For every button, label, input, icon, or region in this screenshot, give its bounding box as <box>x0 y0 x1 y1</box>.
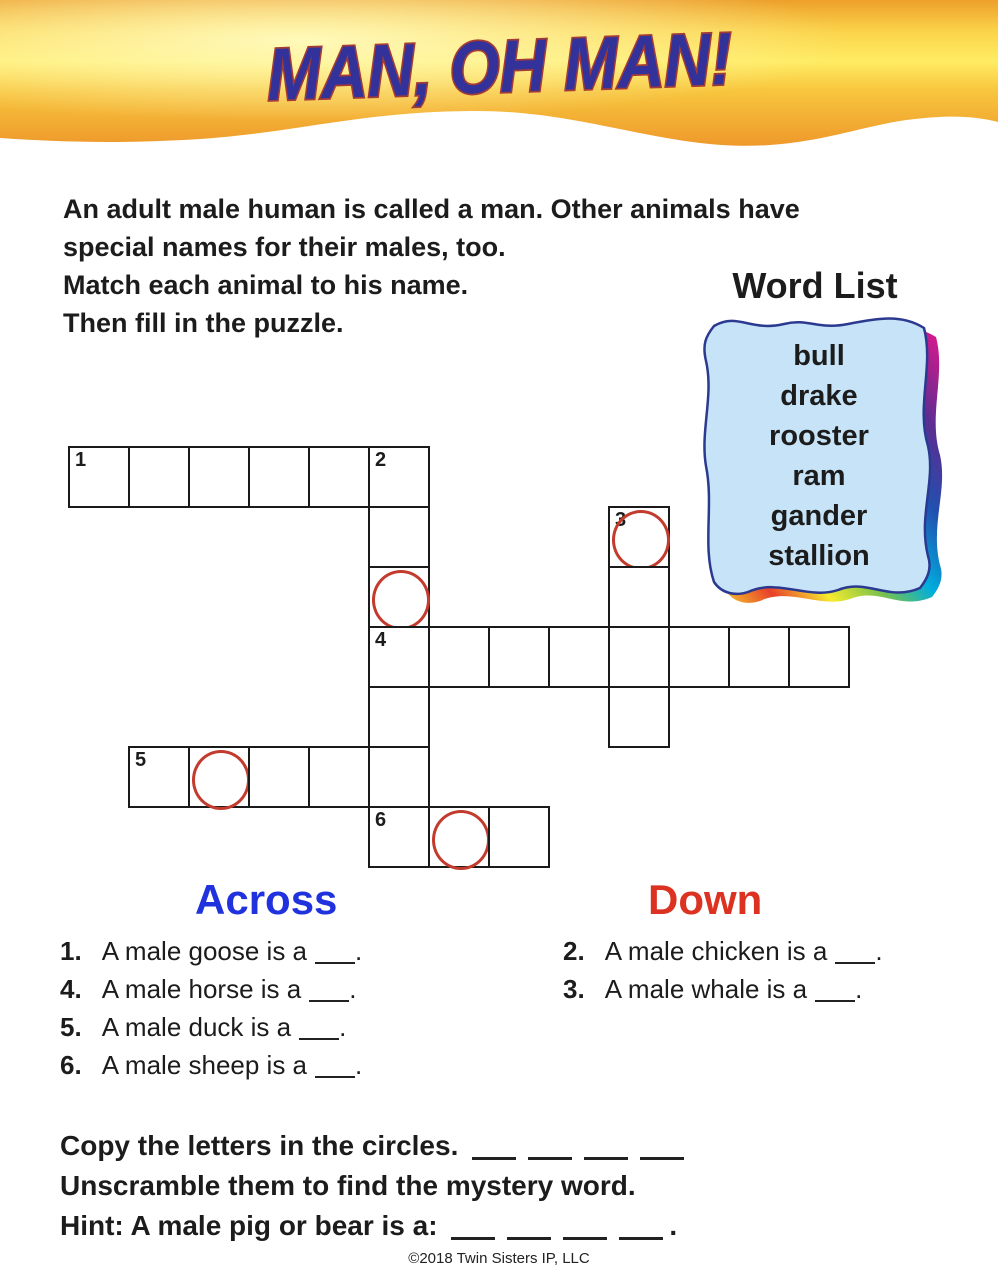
letter-blank[interactable] <box>619 1227 663 1240</box>
grid-cell[interactable] <box>248 746 310 808</box>
clue-number: 3. <box>563 974 585 1004</box>
clue-number: 4. <box>60 974 82 1004</box>
letter-circle <box>192 750 250 810</box>
letter-circle <box>612 510 670 570</box>
page-title: MAN, OH MAN! <box>265 14 803 117</box>
letter-blank[interactable] <box>528 1147 572 1160</box>
word-list-word: ram <box>792 460 846 492</box>
letter-blank[interactable] <box>507 1227 551 1240</box>
grid-cell[interactable] <box>188 746 250 808</box>
grid-cell[interactable] <box>308 446 370 508</box>
grid-cell[interactable] <box>368 566 430 628</box>
clue-text: A male duck is a <box>96 1012 292 1042</box>
cell-number: 1 <box>75 449 87 471</box>
letter-blank[interactable] <box>451 1227 495 1240</box>
instruction-period: . <box>669 1210 678 1241</box>
clue-period: . <box>349 974 357 1004</box>
word-list-word: stallion <box>768 540 870 572</box>
clue-number: 6. <box>60 1050 82 1080</box>
grid-cell[interactable] <box>308 746 370 808</box>
grid-cell[interactable] <box>128 446 190 508</box>
copyright-text: ©2018 Twin Sisters IP, LLC <box>408 1250 590 1267</box>
mystery-word-instructions <box>60 1126 960 1246</box>
clue-period: . <box>875 936 883 966</box>
across-header: Across <box>195 876 338 923</box>
grid-cell[interactable] <box>248 446 310 508</box>
intro-line: Then fill in the puzzle. <box>63 308 344 338</box>
grid-cell[interactable] <box>488 806 550 868</box>
letter-blank[interactable] <box>584 1147 628 1160</box>
clue-period: . <box>339 1012 347 1042</box>
grid-cell[interactable] <box>368 686 430 748</box>
answer-blank[interactable] <box>309 990 349 1002</box>
intro-line: special names for their males, too. <box>63 232 506 262</box>
instruction-text: Copy the letters in the circles. <box>60 1130 467 1161</box>
grid-cell[interactable] <box>368 506 430 568</box>
grid-cell[interactable] <box>608 626 670 688</box>
instruction-line <box>60 1166 960 1206</box>
grid-cell[interactable] <box>128 746 190 808</box>
letter-blank[interactable] <box>563 1227 607 1240</box>
letter-circle <box>432 810 490 870</box>
letter-blank[interactable] <box>472 1147 516 1160</box>
down-header: Down <box>648 876 763 923</box>
clue-row <box>60 1008 530 1046</box>
grid-cell[interactable] <box>548 626 610 688</box>
clue-row <box>563 932 983 970</box>
clue-text: A male sheep is a <box>96 1050 308 1080</box>
letter-circle <box>372 570 430 630</box>
clue-text: A male horse is a <box>96 974 302 1004</box>
clue-row <box>563 970 983 1008</box>
cell-number: 5 <box>135 749 147 771</box>
grid-cell[interactable] <box>188 446 250 508</box>
answer-blank[interactable] <box>835 952 875 964</box>
clue-text: A male whale is a <box>599 974 808 1004</box>
intro-line: An adult male human is called a man. Other animals have <box>63 194 800 224</box>
word-list-word: bull <box>793 340 845 372</box>
answer-blank[interactable] <box>315 1066 355 1078</box>
word-list-title: Word List <box>732 265 898 306</box>
grid-cell[interactable] <box>368 626 430 688</box>
grid-cell[interactable] <box>428 806 490 868</box>
crossword-grid <box>68 446 850 868</box>
answer-blank[interactable] <box>299 1028 339 1040</box>
clue-text: A male chicken is a <box>599 936 828 966</box>
clue-period: . <box>355 936 363 966</box>
intro-line: Match each animal to his name. <box>63 270 469 300</box>
grid-cell[interactable] <box>608 566 670 628</box>
grid-cell[interactable] <box>68 446 130 508</box>
answer-blank[interactable] <box>315 952 355 964</box>
grid-cell[interactable] <box>788 626 850 688</box>
clue-row <box>60 1046 530 1084</box>
cell-number: 4 <box>375 629 387 651</box>
grid-cell[interactable] <box>368 446 430 508</box>
down-clues <box>563 932 983 1008</box>
grid-cell[interactable] <box>608 686 670 748</box>
clue-number: 5. <box>60 1012 82 1042</box>
cell-number: 2 <box>375 449 387 471</box>
clue-period: . <box>355 1050 363 1080</box>
answer-blank[interactable] <box>815 990 855 1002</box>
word-list-word: gander <box>770 500 868 532</box>
clue-row <box>60 970 530 1008</box>
instruction-text: Hint: A male pig or bear is a: <box>60 1210 446 1241</box>
grid-cell[interactable] <box>728 626 790 688</box>
clue-text: A male goose is a <box>96 936 308 966</box>
grid-cell[interactable] <box>488 626 550 688</box>
header-banner <box>0 0 998 170</box>
clue-number: 1. <box>60 936 82 966</box>
clue-period: . <box>855 974 863 1004</box>
word-list-word: rooster <box>769 420 869 452</box>
cell-number: 3 <box>615 509 627 531</box>
clue-number: 2. <box>563 936 585 966</box>
grid-cell[interactable] <box>608 506 670 568</box>
instruction-text: Unscramble them to find the mystery word. <box>60 1170 636 1201</box>
grid-cell[interactable] <box>428 626 490 688</box>
letter-blank[interactable] <box>640 1147 684 1160</box>
grid-cell[interactable] <box>368 806 430 868</box>
instruction-line <box>60 1126 960 1166</box>
across-clues <box>60 932 530 1084</box>
instruction-line <box>60 1206 960 1246</box>
grid-cell[interactable] <box>668 626 730 688</box>
grid-cell[interactable] <box>368 746 430 808</box>
cell-number: 6 <box>375 809 387 831</box>
clue-row <box>60 932 530 970</box>
word-list-word: drake <box>780 380 858 412</box>
